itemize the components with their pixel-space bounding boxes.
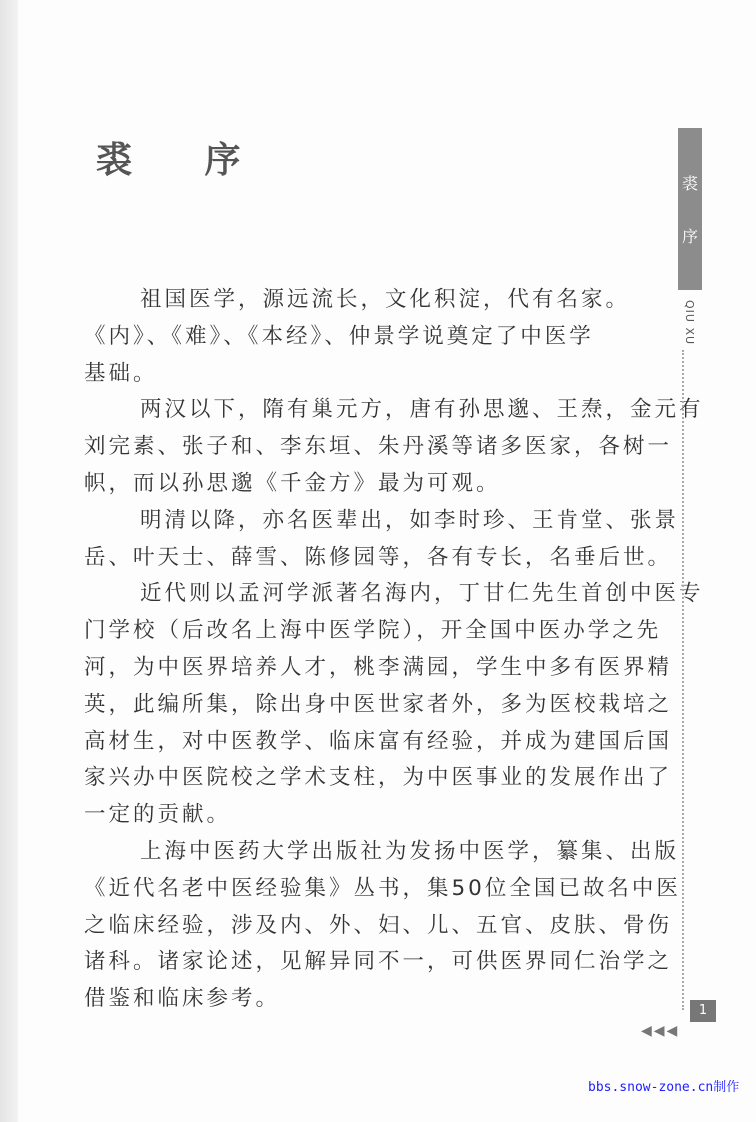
text-line: 祖国医学，源远流长，文化积淀，代有名家。	[140, 287, 631, 312]
text-line: 《近代名老中医经验集》丛书，集50位全国已故名中医	[84, 875, 681, 901]
text-line: 近代则以孟河学派著名海内，丁甘仁先生首创中医专	[140, 581, 704, 607]
text-line: 基础。	[84, 360, 158, 386]
text-line: 英，此编所集，除出身中医世家者外，多为医校栽培之	[84, 691, 673, 717]
section-pinyin: QIU XU	[683, 300, 696, 346]
text-line: 家兴办中医院校之学术支柱，为中医事业的发展作出了	[84, 765, 673, 791]
text-line: 刘完素、张子和、李东垣、朱丹溪等诸多医家，各树一	[84, 434, 673, 460]
text-line: 两汉以下，隋有巢元方，唐有孙思邈、王焘，金元有	[140, 397, 704, 423]
text-line: 借鉴和临床参考。	[84, 986, 281, 1012]
section-tab-char: 序	[681, 227, 698, 246]
arrow-left-icon: ◀◀◀	[641, 1023, 680, 1039]
text-line: 之临床经验，涉及内、外、妇、儿、五官、皮肤、骨伤	[84, 912, 673, 938]
text-line: 河，为中医界培养人才，桃李满园，学生中多有医界精	[84, 654, 673, 680]
text-line: 一定的贡献。	[84, 802, 232, 828]
text-line: 门学校（后改名上海中医学院），开全国中医办学之先	[84, 618, 662, 644]
text-line: 诸科。诸家论述，见解异同不一，可供医界同仁治学之	[84, 949, 673, 975]
text-line: 《内》、《难》、《本经》、仲景学说奠定了中医学	[84, 323, 594, 349]
text-line: 明清以降，亦名医辈出，如李时珍、王肯堂、张景	[140, 507, 680, 533]
dotted-divider	[682, 350, 684, 1010]
text-line: 上海中医药大学出版社为发扬中医学，纂集、出版	[140, 838, 680, 864]
page-number: 1	[690, 1000, 716, 1022]
text-line: 岳、叶天士、薛雪、陈修园等，各有专长，名垂后世。	[84, 544, 673, 570]
page-edge-shadow	[0, 0, 18, 1122]
page-title: 裘 序	[96, 139, 271, 181]
section-tab	[678, 128, 702, 290]
footer-credit: bbs.snow-zone.cn制作	[588, 1080, 740, 1095]
text-line: 帜，而以孙思邈《千金方》最为可观。	[84, 470, 501, 496]
section-tab-char: 裘	[681, 174, 698, 193]
text-line: 高材生，对中医教学、临床富有经验，并成为建国后国	[84, 728, 673, 754]
